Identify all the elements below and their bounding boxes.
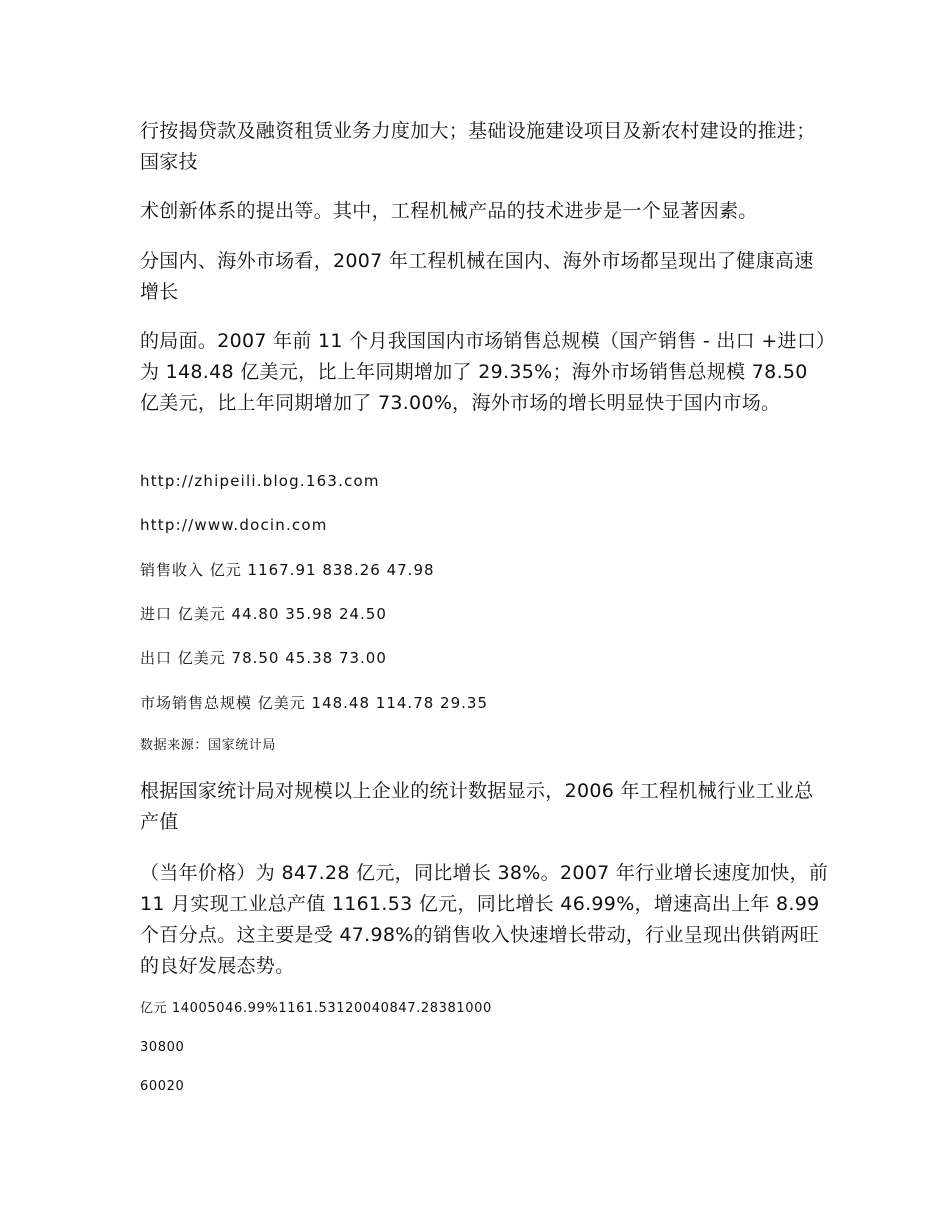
chart-residue-line-3: 60020 — [140, 1079, 185, 1094]
data-source-note: 数据来源：国家统计局 — [140, 738, 277, 753]
paragraph-markets-intro: 分国内、海外市场看，2007 年工程机械在国内、海外市场都呈现出了健康高速增长 — [140, 250, 814, 303]
paragraph-innovation: 术创新体系的提出等。其中，工程机械产品的技术进步是一个显著因素。 — [140, 200, 758, 222]
table-row-exports: 出口 亿美元 78.50 45.38 73.00 — [140, 649, 387, 667]
table-row-imports: 进口 亿美元 44.80 35.98 24.50 — [140, 605, 387, 623]
chart-residue-line-1: 亿元 14005046.99%1161.53120040847.28381000 — [140, 1001, 492, 1016]
table-row-market-total: 市场销售总规模 亿美元 148.48 114.78 29.35 — [140, 694, 488, 712]
paragraph-output-2007: （当年价格）为 847.28 亿元，同比增长 38%。2007 年行业增长速度加快，前 11 月实现工业总产值 1161.53 亿元，同比增长 46.99%，增速高出上年 8.99 个百分点。这主要是受 47.98%的销售收入快速增长带动，行业呈现出供销两旺的良好发展态势。 — [140, 862, 829, 977]
paragraph-output-2006: 根据国家统计局对规模以上企业的统计数据显示，2006 年工程机械行业工业总产值 — [140, 780, 814, 833]
paragraph-market-figures: 的局面。2007 年前 11 个月我国国内市场销售总规模（国产销售 - 出口 +进口）为 148.48 亿美元，比上年同期增加了 29.35%；海外市场销售总规模 78.50 亿美元，比上年同期增加了 73.00%，海外市场的增长明显快于国内市场。 — [140, 330, 826, 414]
source-link-docin[interactable]: http://www.docin.com — [140, 516, 328, 534]
chart-residue-line-2: 30800 — [140, 1040, 185, 1055]
paragraph-financing: 行按揭贷款及融资租赁业务力度加大；基础设施建设项目及新农村建设的推进；国家技 — [140, 120, 816, 173]
source-link-blog[interactable]: http://zhipeili.blog.163.com — [140, 472, 380, 490]
table-row-sales-revenue: 销售收入 亿元 1167.91 838.26 47.98 — [140, 561, 435, 579]
